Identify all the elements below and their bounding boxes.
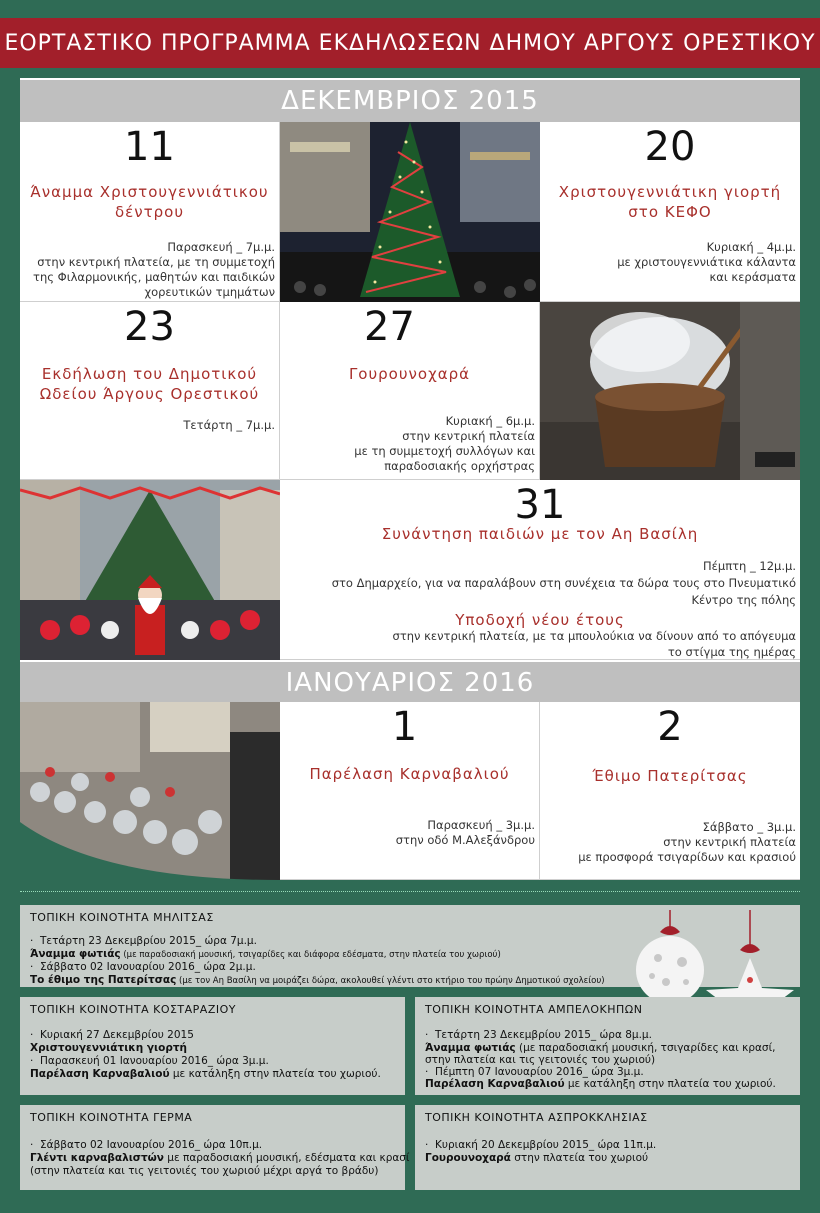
event-dec-31 — [280, 480, 800, 660]
event-note-line: στην πλατεία και τις γειτονιές του χωριού) — [425, 1054, 656, 1066]
event-date: · Σάββατο 02 Ιανουαρίου 2016_ ώρα 10π.μ. — [30, 1139, 263, 1151]
event-dec-20 — [540, 122, 800, 302]
event-name: Το έθιμο της Πατερίτσας — [30, 974, 177, 986]
community-ampelokipoi — [415, 997, 800, 1095]
divider — [20, 891, 800, 892]
date-text: Σάββατο 02 Ιανουαρίου 2016_ ώρα 2μ.μ. — [40, 961, 256, 973]
event-date: · Πέμπτη 07 Ιανουαρίου 2016_ ώρα 3μ.μ. — [425, 1066, 644, 1078]
date-text: Τετάρτη 23 Δεκεμβρίου 2015_ ώρα 8μ.μ. — [435, 1029, 652, 1041]
event-date: · Τετάρτη 23 Δεκεμβρίου 2015_ ώρα 8μ.μ. — [425, 1029, 652, 1041]
date-text: Σάββατο 02 Ιανουαρίου 2016_ ώρα 10π.μ. — [40, 1139, 263, 1151]
event-note: (με παραδοσιακή μουσική, τσιγαρίδες και διάφορα εδέσματα, στην πλατεία του χωριού) — [120, 950, 501, 960]
day-number: 31 — [514, 482, 566, 528]
event-date: · Σάββατο 02 Ιανουαρίου 2016_ ώρα 2μ.μ. — [30, 961, 256, 973]
event-detail: στην κεντρική πλατεία, με τα μπουλούκια να δίνουν από το απόγευμα — [392, 629, 796, 643]
event-note: με παραδοσιακή μουσική, εδέσματα και κρασί — [163, 1152, 410, 1164]
day-number: 2 — [657, 704, 683, 750]
santa-photo — [20, 480, 280, 660]
event-line — [30, 948, 501, 962]
event-title: Γουρουνοχαρά — [348, 365, 471, 383]
date-text: Κυριακή 27 Δεκεμβρίου 2015 — [40, 1029, 194, 1041]
event-detail: στο Δημαρχείο, για να παραλάβουν στη συνέχεια τα δώρα τους στο Πνευματικό — [331, 576, 796, 590]
event-line — [425, 1078, 776, 1091]
day-number: 27 — [364, 304, 415, 350]
community-heading: ΤΟΠΙΚΗ ΚΟΙΝΟΤΗΤΑ ΑΜΠΕΛΟΚΗΠΩΝ — [425, 1003, 643, 1016]
event-detail: στην κεντρική πλατεία, με τη συμμετοχή — [37, 255, 275, 269]
event-info — [24, 240, 275, 300]
event-note: (με παραδοσιακή μουσική, τσιγαρίδες και κρασί, — [515, 1042, 776, 1054]
date-text: Κυριακή 20 Δεκεμβρίου 2015_ ώρα 11π.μ. — [435, 1139, 657, 1151]
month-january: ΙΑΝΟΥΑΡΙΟΣ 2016 — [20, 662, 800, 704]
event-name: Άναμμα φωτιάς — [30, 948, 121, 960]
event-detail: με τη συμμετοχή συλλόγων και — [354, 444, 535, 458]
event-title: Συνάντηση παιδιών με τον Αη Βασίλη — [381, 525, 699, 543]
event-detail: με χριστουγεννιάτικα κάλαντα — [617, 255, 796, 269]
event-line — [425, 1152, 648, 1165]
event-time: Τετάρτη _ 7μ.μ. — [183, 418, 275, 432]
date-text: Πέμπτη 07 Ιανουαρίου 2016_ ώρα 3μ.μ. — [435, 1066, 644, 1078]
event-jan-1 — [280, 702, 540, 880]
event-date: · Κυριακή 27 Δεκεμβρίου 2015 — [30, 1029, 194, 1041]
event-title-2: Υποδοχή νέου έτους — [455, 611, 625, 629]
event-line — [30, 1042, 187, 1055]
event-note: με κατάληξη στην πλατεία του χωριού. — [169, 1068, 381, 1080]
event-time: Παρασκευή _ 3μ.μ. — [427, 818, 535, 832]
event-info — [24, 418, 275, 433]
event-note: (με τον Αη Βασίλη να μοιράζει δώρα, ακολουθεί γλέντι στο κτήριο του πρώην Δημοτικού σχολείου) — [176, 976, 605, 986]
day-number: 23 — [124, 304, 175, 350]
day-number: 11 — [124, 124, 175, 170]
event-name: Παρέλαση Καρναβαλιού — [30, 1068, 170, 1080]
event-time: Σάββατο _ 3μ.μ. — [702, 820, 796, 834]
event-info — [284, 414, 535, 474]
event-detail: Κέντρο της πόλης — [691, 593, 796, 607]
event-jan-2 — [540, 702, 800, 880]
event-dec-11 — [20, 122, 280, 302]
event-info-2 — [284, 628, 796, 660]
community-heading: ΤΟΠΙΚΗ ΚΟΙΝΟΤΗΤΑ ΓΕΡΜΑ — [30, 1111, 193, 1124]
event-detail: στην κεντρική πλατεία — [402, 429, 535, 443]
event-date: · Παρασκευή 01 Ιανουαρίου 2016_ ώρα 3μ.μ. — [30, 1055, 269, 1067]
page-title: ΕΟΡΤΑΣΤΙΚΟ ΠΡΟΓΡΑΜΜΑ ΕΚΔΗΛΩΣΕΩΝ ΔΗΜΟΥ ΑΡΓΟΥΣ ΟΡΕΣΤΙΚΟΥ — [0, 18, 820, 68]
event-detail: το στίγμα της ημέρας — [667, 645, 796, 659]
event-name: Γουρουνοχαρά — [425, 1152, 511, 1164]
date-text: Τετάρτη 23 Δεκεμβρίου 2015_ ώρα 7μ.μ. — [40, 935, 257, 947]
event-name: Χριστουγεννιάτικη γιορτή — [30, 1042, 188, 1054]
cauldron-photo — [540, 302, 800, 480]
event-line — [30, 1068, 381, 1081]
event-time: Κυριακή _ 6μ.μ. — [445, 414, 535, 428]
event-date: · Κυριακή 20 Δεκεμβρίου 2015_ ώρα 11π.μ. — [425, 1139, 657, 1151]
event-detail: με προσφορά τσιγαρίδων και κρασιού — [578, 850, 796, 864]
event-name: Παρέλαση Καρναβαλιού — [425, 1078, 565, 1090]
event-detail: χορευτικών τμημάτων — [144, 285, 275, 299]
event-time: Πέμπτη _ 12μ.μ. — [703, 559, 796, 573]
community-heading: ΤΟΠΙΚΗ ΚΟΙΝΟΤΗΤΑ ΚΟΣΤΑΡΑΖΙΟΥ — [30, 1003, 236, 1016]
event-name: Γλέντι καρναβαλιστών — [30, 1152, 164, 1164]
date-text: Παρασκευή 01 Ιανουαρίου 2016_ ώρα 3μ.μ. — [40, 1055, 269, 1067]
event-detail: παραδοσιακής ορχήστρας — [384, 459, 535, 473]
event-line — [30, 1152, 410, 1165]
event-title: Χριστουγεννιάτικη γιορτή στο ΚΕΦΟ — [558, 183, 782, 221]
event-detail: στην κεντρική πλατεία — [663, 835, 796, 849]
event-dec-27 — [280, 302, 540, 480]
event-detail: και κεράσματα — [709, 270, 796, 284]
event-time: Κυριακή _ 4μ.μ. — [706, 240, 796, 254]
event-time: Παρασκευή _ 7μ.μ. — [167, 240, 275, 254]
day-number: 1 — [391, 704, 418, 750]
event-info — [284, 818, 535, 848]
event-title: Εκδήλωση του Δημοτικού Ωδείου Άργους Ορεστικού — [39, 365, 260, 403]
calendar-panel — [20, 78, 800, 880]
community-kostarazi — [20, 997, 405, 1095]
event-detail: της Φιλαρμονικής, μαθητών και παιδικών — [33, 270, 275, 284]
event-note: με κατάληξη στην πλατεία του χωριού. — [564, 1078, 776, 1090]
event-note: στην πλατεία του χωριού — [510, 1152, 649, 1164]
event-title: Έθιμο Πατερίτσας — [592, 767, 748, 785]
community-heading: ΤΟΠΙΚΗ ΚΟΙΝΟΤΗΤΑ ΜΗΛΙΤΣΑΣ — [30, 911, 214, 924]
event-title: Παρέλαση Καρναβαλιού — [309, 765, 510, 783]
event-detail: στην οδό Μ.Αλεξάνδρου — [395, 833, 535, 847]
month-december: ΔΕΚΕΜΒΡΙΟΣ 2015 — [20, 80, 800, 122]
event-dec-23 — [20, 302, 280, 480]
carnival-photo — [20, 702, 280, 880]
event-info — [544, 820, 796, 865]
community-germa — [20, 1105, 410, 1190]
event-info — [284, 558, 796, 609]
event-note-line: (στην πλατεία και τις γειτονιές του χωριού μέχρι αργά το βράδυ) — [30, 1165, 379, 1177]
community-heading: ΤΟΠΙΚΗ ΚΟΙΝΟΤΗΤΑ ΑΣΠΡΟΚΚΛΗΣΙΑΣ — [425, 1111, 648, 1124]
event-date: · Τετάρτη 23 Δεκεμβρίου 2015_ ώρα 7μ.μ. — [30, 935, 257, 947]
event-name: Άναμμα φωτιάς — [425, 1042, 516, 1054]
christmas-tree-photo — [280, 122, 540, 302]
community-asprokklisia — [415, 1105, 800, 1190]
day-number: 20 — [644, 124, 696, 170]
event-title: Άναμμα Χριστουγεννιάτικου δέντρου — [30, 183, 269, 221]
event-line — [30, 974, 605, 988]
event-info — [544, 240, 796, 285]
